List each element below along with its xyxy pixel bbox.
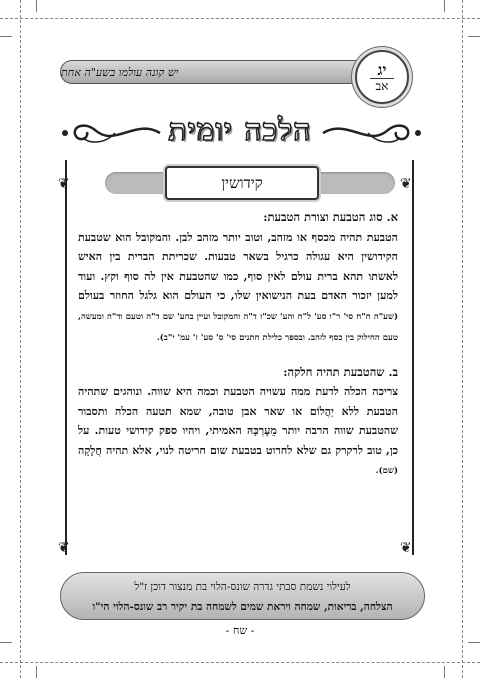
page-title-text: הלכה יומית xyxy=(168,112,312,148)
section xyxy=(78,363,398,482)
right-flourish-ornament xyxy=(318,118,428,148)
crop-mark xyxy=(0,642,12,643)
crop-mark xyxy=(36,0,37,12)
section-body xyxy=(78,382,398,482)
header-banner-text: יש קונה עולמו בשע"ה אחת xyxy=(61,65,179,79)
section-source: (שע"ה ח"ח סי' ר"ו סע' ל"ח והע' שכ"ז ד"ה והמקובל ועיין בהע' שם ד"ה וטעם וד"ה ומעשה, טעם החילוק בין כסף לזהב. ובספר כלילת חתנים סי' ס' סע' ז' עמ' י"ב). xyxy=(78,311,398,343)
crop-mark xyxy=(444,0,445,12)
dedication-line-1: לעילוי נשמת סבתי גדרה שונס-הלוי בת מנצור דוכן ז"ל xyxy=(134,581,351,593)
content-body xyxy=(78,208,398,496)
crop-mark xyxy=(0,36,12,37)
cut-guide-right xyxy=(462,0,463,678)
cut-guide-bottom xyxy=(0,662,480,663)
header-banner xyxy=(60,60,360,84)
section-text: הטבעת תהיה מכסף או מזהב, וטוב יותר מזהב לבן. והמקובל הוא שטבעת הקידושין היא עגולה כרגיל בשאר טבעות. שכריתת הברית בין האיש לאשתו תהא ברית עולם לאין סוף, כמו שהטבעת אין לה סוף וקץ. ועוד למען יזכור האדם בעת הנישואין שלו, כי העולם הוא גלגל החוזר בעולם xyxy=(78,230,398,302)
crop-mark xyxy=(468,36,480,37)
date-badge-month: אב xyxy=(370,78,395,93)
dedication-band xyxy=(60,572,425,620)
topic-label xyxy=(165,166,319,200)
section-text: צריכה הכלה לדעת ממה עשויה הטבעת וכמה היא שווה. ונוהגים שתהיה הטבעת ללא יַהֲלוֹם או שאר אבן טובה, שמא תטעה הכלה ותסבור שהטבעת שווה הרבה יותר מֵעֶרְכָּהּ האמיתי, ויהיו ספק קידושי טעות. על כן, טוב לרקרק גם שלא לחרוט בטבעת שום חריטה לנוי, אלא תהיה חֲלָקָה xyxy=(78,385,398,457)
dedication-line-2: הצלחה, בריאות, שמחה ויראת שמים לשמחה בת יקיר רב שונס-הלוי הי"ו xyxy=(92,601,393,613)
frame-corner-ornament: ❦ xyxy=(400,176,412,192)
section xyxy=(78,208,398,349)
frame-corner-ornament: ❦ xyxy=(58,176,70,192)
crop-mark xyxy=(444,666,445,678)
frame-corner-ornament: ❦ xyxy=(58,540,70,556)
frame-corner-ornament: ❦ xyxy=(400,540,412,556)
cut-guide-left xyxy=(20,0,21,678)
cut-guide-top xyxy=(0,18,480,19)
topic-text: קידושין xyxy=(221,173,263,192)
crop-mark xyxy=(468,642,480,643)
crop-mark xyxy=(36,666,37,678)
page-number: - שח - xyxy=(225,624,255,637)
section-heading: ב. שהטבעת תהיה חלקה: xyxy=(283,364,398,379)
section-body xyxy=(78,228,398,349)
section-source: (שם). xyxy=(375,466,398,476)
date-badge-day: יג xyxy=(377,60,387,79)
date-badge xyxy=(355,50,409,104)
section-heading: א. סוג הטבעת וצורת הטבעת: xyxy=(263,210,398,224)
